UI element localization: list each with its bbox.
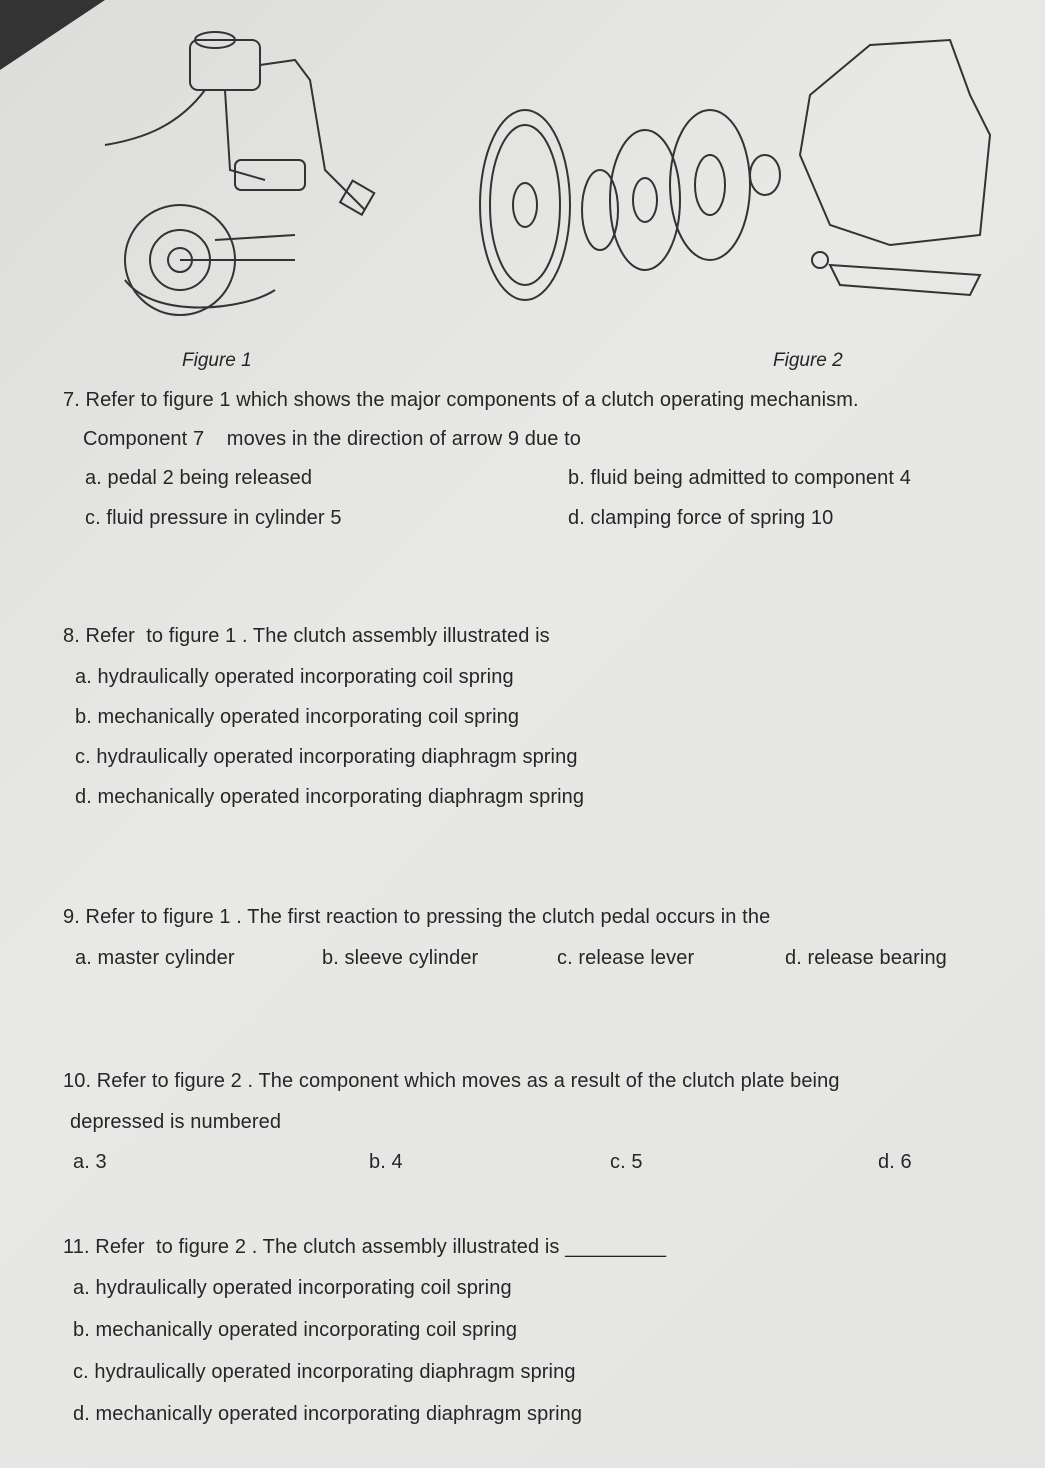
question-10-stem-continued: depressed is numbered xyxy=(70,1111,282,1133)
question-9-option-d[interactable]: d. release bearing xyxy=(785,947,947,969)
question-9-option-b[interactable]: b. sleeve cylinder xyxy=(322,947,479,969)
question-11-option-c[interactable]: c. hydraulically operated incorporating diaphragm spring xyxy=(73,1361,576,1383)
question-7-option-d[interactable]: d. clamping force of spring 10 xyxy=(568,507,834,529)
question-7-option-c[interactable]: c. fluid pressure in cylinder 5 xyxy=(85,507,342,529)
question-7-stem: 7. Refer to figure 1 which shows the major components of a clutch operating mechanism. xyxy=(63,389,859,411)
question-8-stem: 8. Refer to figure 1 . The clutch assembly illustrated is xyxy=(63,625,550,647)
question-11-option-a[interactable]: a. hydraulically operated incorporating coil spring xyxy=(73,1277,512,1299)
question-8-option-d[interactable]: d. mechanically operated incorporating diaphragm spring xyxy=(75,786,585,808)
question-11-option-b[interactable]: b. mechanically operated incorporating coil spring xyxy=(73,1319,518,1341)
question-9-stem: 9. Refer to figure 1 . The first reaction to pressing the clutch pedal occurs in the xyxy=(63,906,771,928)
question-9-option-c[interactable]: c. release lever xyxy=(557,947,695,969)
question-7-option-a[interactable]: a. pedal 2 being released xyxy=(85,467,313,489)
question-11-option-d[interactable]: d. mechanically operated incorporating diaphragm spring xyxy=(73,1403,583,1425)
question-10-option-b[interactable]: b. 4 xyxy=(369,1151,403,1173)
question-10-option-a[interactable]: a. 3 xyxy=(73,1151,107,1173)
question-11-stem: 11. Refer to figure 2 . The clutch assembly illustrated is _________ xyxy=(63,1236,667,1258)
question-7-option-b[interactable]: b. fluid being admitted to component 4 xyxy=(568,467,911,489)
question-10-stem: 10. Refer to figure 2 . The component which moves as a result of the clutch plate being xyxy=(63,1070,840,1092)
page-corner-shadow xyxy=(0,0,105,70)
figure-1-clutch-mechanism-drawing xyxy=(95,20,415,320)
figure-2-caption: Figure 2 xyxy=(773,350,843,371)
figure-1-caption: Figure 1 xyxy=(182,350,252,371)
question-8-option-a[interactable]: a. hydraulically operated incorporating coil spring xyxy=(75,666,514,688)
question-9-option-a[interactable]: a. master cylinder xyxy=(75,947,235,969)
figure-2-clutch-exploded-drawing xyxy=(470,35,1030,325)
question-8-option-c[interactable]: c. hydraulically operated incorporating diaphragm spring xyxy=(75,746,578,768)
question-10-option-c[interactable]: c. 5 xyxy=(610,1151,643,1173)
question-10-option-d[interactable]: d. 6 xyxy=(878,1151,912,1173)
question-7-stem-continued: Component 7 moves in the direction of arrow 9 due to xyxy=(83,428,581,450)
question-8-option-b[interactable]: b. mechanically operated incorporating coil spring xyxy=(75,706,520,728)
